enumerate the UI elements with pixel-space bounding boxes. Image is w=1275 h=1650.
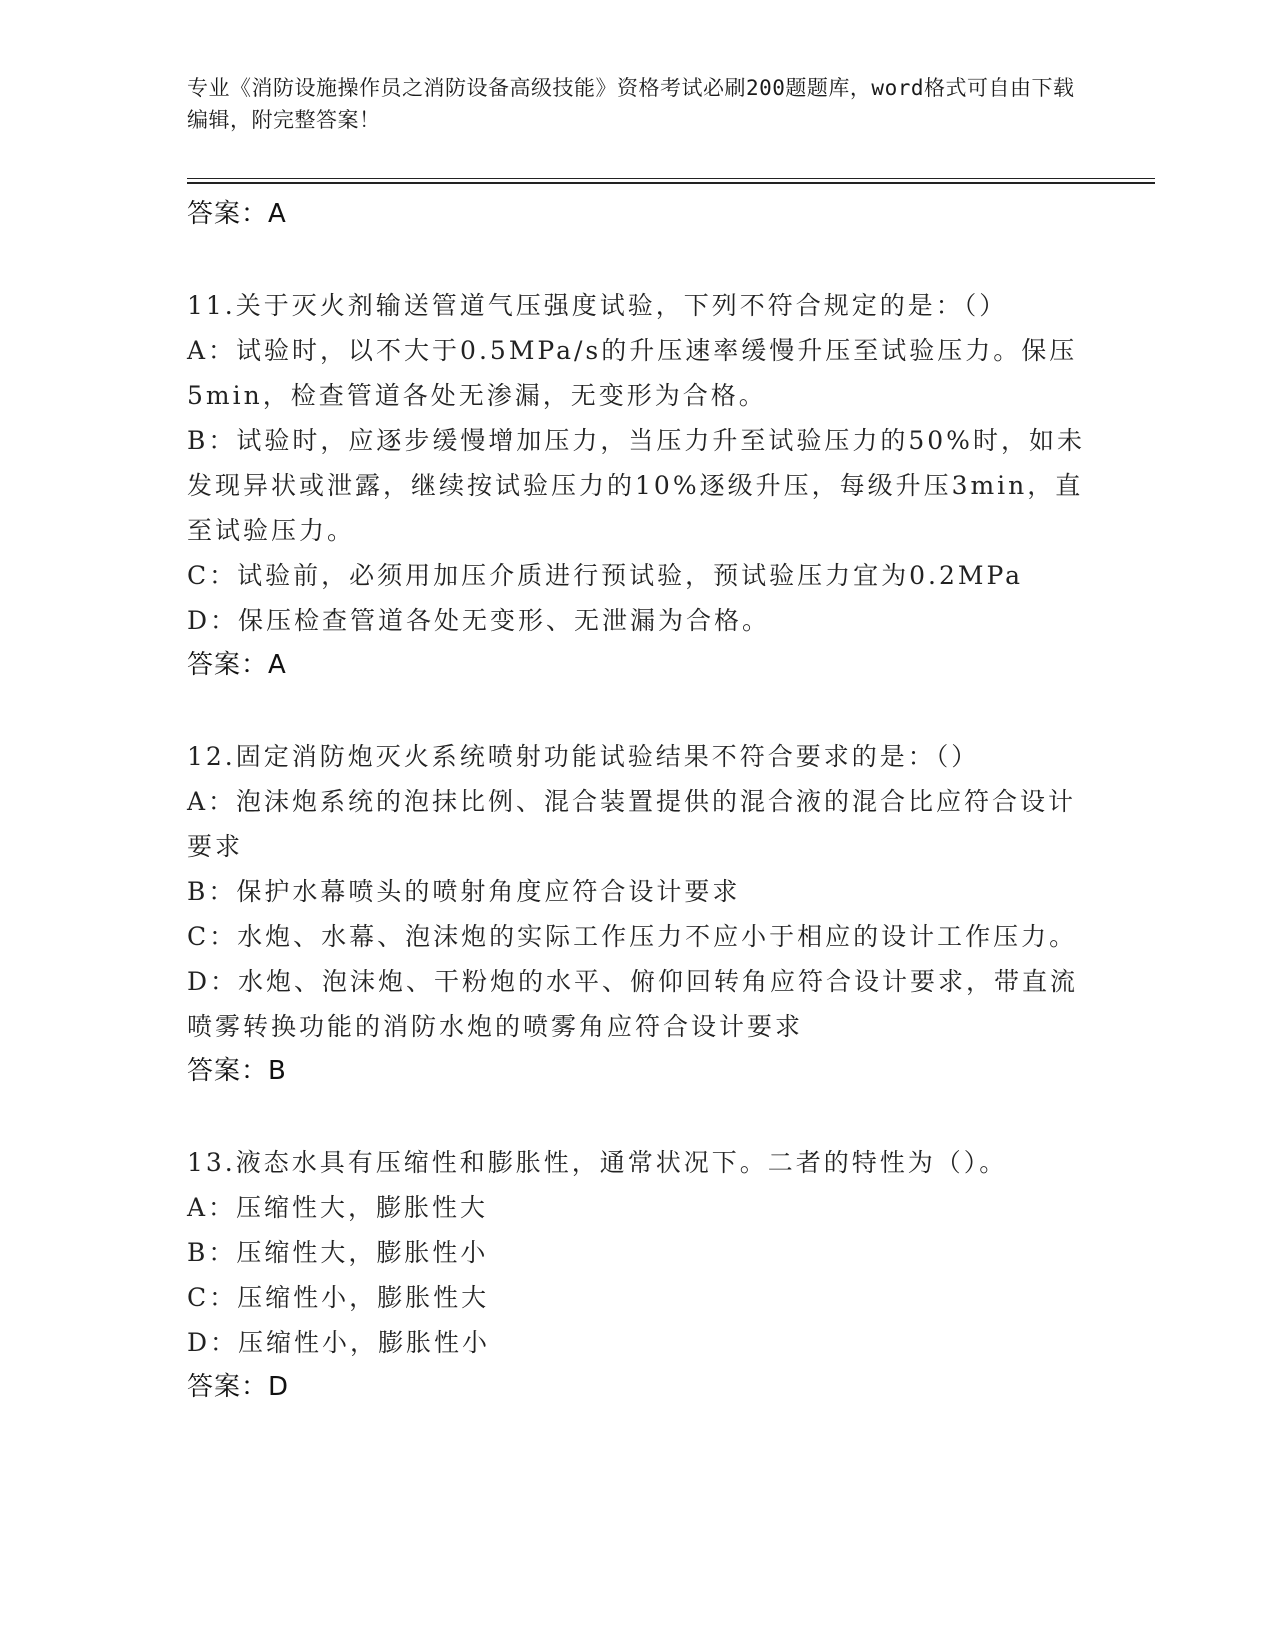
answer-line: 答案：B bbox=[187, 1056, 287, 1086]
question-list bbox=[187, 192, 1087, 1409]
option-a: A：试验时，以不大于0.5MPa/s的升压速率缓慢升压至试验压力。保压5min，检查管道各处无渗漏，无变形为合格。 bbox=[187, 336, 1078, 410]
answer-line: 答案：D bbox=[187, 1372, 290, 1402]
spacer bbox=[187, 236, 1087, 283]
spacer bbox=[187, 1093, 1087, 1140]
document-header: 专业《消防设施操作员之消防设备高级技能》资格考试必刷200题题库，word格式可自由下载编辑，附完整答案！ bbox=[187, 76, 1075, 132]
option-a: A：泡沫炮系统的泡抹比例、混合装置提供的混合液的混合比应符合设计要求 bbox=[187, 787, 1077, 861]
question-block bbox=[187, 734, 1087, 1093]
header-divider-thick bbox=[187, 182, 1155, 184]
option-d: D：保压检查管道各处无变形、无泄漏为合格。 bbox=[187, 606, 771, 635]
option-a: A：压缩性大，膨胀性大 bbox=[187, 1193, 489, 1222]
option-d: D：水炮、泡沫炮、干粉炮的水平、俯仰回转角应符合设计要求，带直流喷雾转换功能的消防水炮的喷雾角应符合设计要求 bbox=[187, 967, 1079, 1041]
option-b: B：压缩性大，膨胀性小 bbox=[187, 1238, 489, 1267]
question-block bbox=[187, 283, 1087, 687]
option-b: B：试验时，应逐步缓慢增加压力，当压力升至试验压力的50%时，如未发现异状或泄露，继续按试验压力的10%逐级升压，每级升压3min，直至试验压力。 bbox=[187, 426, 1085, 545]
option-c: C：压缩性小，膨胀性大 bbox=[187, 1283, 490, 1312]
previous-answer: 答案：A bbox=[187, 199, 287, 229]
question-stem: 11.关于灭火剂输送管道气压强度试验，下列不符合规定的是：（） bbox=[187, 291, 1008, 320]
spacer bbox=[187, 687, 1087, 734]
option-d: D：压缩性小，膨胀性小 bbox=[187, 1328, 491, 1357]
question-stem: 13.液态水具有压缩性和膨胀性，通常状况下。二者的特性为（）。 bbox=[187, 1148, 1008, 1177]
answer-line: 答案：A bbox=[187, 650, 287, 680]
option-c: C：试验前，必须用加压介质进行预试验，预试验压力宜为0.2MPa bbox=[187, 561, 1024, 590]
option-b: B：保护水幕喷头的喷射角度应符合设计要求 bbox=[187, 877, 741, 906]
header-divider-thin bbox=[187, 178, 1155, 179]
question-stem: 12.固定消防炮灭火系统喷射功能试验结果不符合要求的是：（） bbox=[187, 742, 980, 771]
option-c: C：水炮、水幕、泡沫炮的实际工作压力不应小于相应的设计工作压力。 bbox=[187, 922, 1078, 951]
question-block bbox=[187, 1140, 1087, 1409]
